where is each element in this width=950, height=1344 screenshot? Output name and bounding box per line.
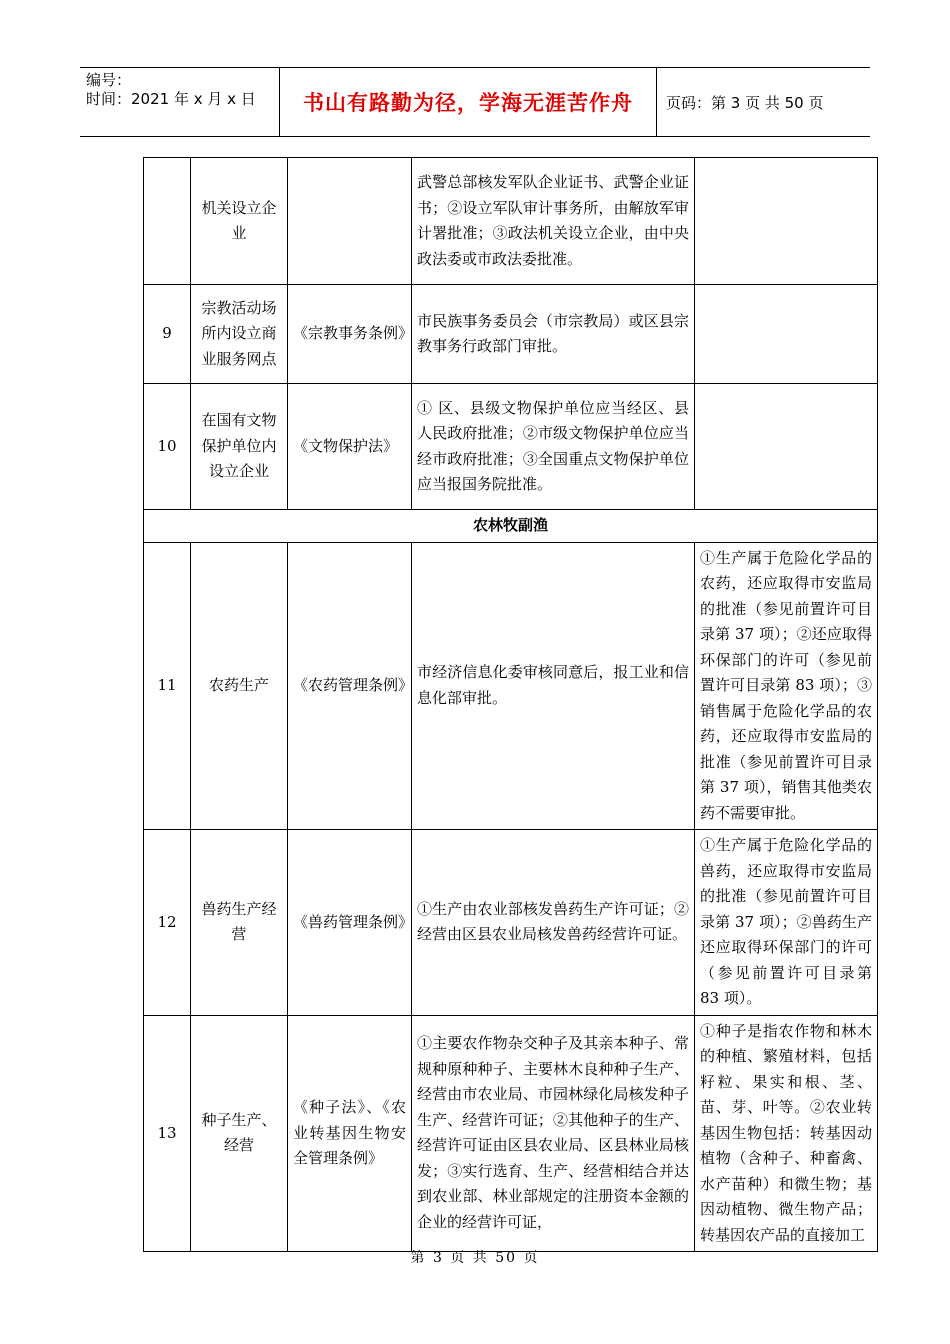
row-law: 《文物保护法》 [288, 384, 412, 510]
table-row [144, 158, 878, 285]
row-law: 《种子法》、《农业转基因生物安全管理条例》 [288, 1015, 412, 1252]
row-approval-dept: 武警总部核发军队企业证书、武警企业证书；②设立军队审计事务所，由解放军审计署批准；③政法机关设立企业，由中央政法委或市政法委批准。 [412, 158, 695, 285]
page-header [80, 67, 870, 137]
table-row [144, 830, 878, 1016]
row-approval-dept: ①主要农作物杂交种子及其亲本种子、常规种原种种子、主要林木良种种子生产、经营由市农业局、市园林绿化局核发种子生产、经营许可证；②其他种子的生产、经营许可证由区县农业局、区县林业局核发；③实行选育、生产、经营相结合并达到农业部、林业部规定的注册资本金额的企业的经营许可证， [412, 1015, 695, 1252]
approval-table [143, 157, 878, 1252]
row-law: 《农药管理条例》 [288, 542, 412, 830]
section-title: 农林牧副渔 [144, 510, 878, 543]
row-law: 《兽药管理条例》 [288, 830, 412, 1016]
table-row [144, 542, 878, 830]
row-item-name: 农药生产 [191, 542, 288, 830]
page-footer: 第 3 页 共 50 页 [410, 1250, 540, 1266]
row-note: ①生产属于危险化学品的农药，还应取得市安监局的批准（参见前置许可目录第 37 项）；②还应取得环保部门的许可（参见前置许可目录第 83 项）；③销售属于危险化学品的农药，还应取得市安监局的批准（参见前置许可目录第 37 项），销售其他类农药不需要审批。 [695, 542, 878, 830]
row-approval-dept: ① 区、县级文物保护单位应当经区、县人民政府批准；②市级文物保护单位应当经市政府批准；③全国重点文物保护单位应当报国务院批准。 [412, 384, 695, 510]
table-row [144, 1015, 878, 1252]
row-law [288, 158, 412, 285]
row-note [695, 285, 878, 384]
section-header-row [144, 510, 878, 543]
row-number: 13 [144, 1015, 191, 1252]
row-approval-dept: 市民族事务委员会（市宗教局）或区县宗教事务行政部门审批。 [412, 285, 695, 384]
document-time-label: 时间：2021 年 x 月 x 日 [86, 90, 256, 108]
header-motto: 书山有路勤为径，学海无涯苦作舟 [280, 68, 657, 136]
row-approval-dept: ①生产由农业部核发兽药生产许可证；②经营由区县农业局核发兽药经营许可证。 [412, 830, 695, 1016]
table-row [144, 285, 878, 384]
row-approval-dept: 市经济信息化委审核同意后，报工业和信息化部审批。 [412, 542, 695, 830]
table-row [144, 384, 878, 510]
row-note: ①种子是指农作物和林木的种植、繁殖材料，包括籽粒、果实和根、茎、苗、芽、叶等。②农业转基因生物包括：转基因动植物（含种子、种畜禽、水产苗种）和微生物；基因动植物、微生物产品；转基因农产品的直接加工 [695, 1015, 878, 1252]
row-number: 12 [144, 830, 191, 1016]
row-item-name: 种子生产、经营 [191, 1015, 288, 1252]
document-code-label: 编号： [86, 71, 132, 89]
row-law: 《宗教事务条例》 [288, 285, 412, 384]
row-number: 11 [144, 542, 191, 830]
row-note: ①生产属于危险化学品的兽药，还应取得市安监局的批准（参见前置许可目录第 37 项）；②兽药生产还应取得环保部门的许可（参见前置许可目录第 83 项）。 [695, 830, 878, 1016]
header-page-info: 页码：第 3 页 共 50 页 [666, 93, 824, 112]
row-item-name: 兽药生产经营 [191, 830, 288, 1016]
row-number: 10 [144, 384, 191, 510]
row-number [144, 158, 191, 285]
row-item-name: 宗教活动场所内设立商业服务网点 [191, 285, 288, 384]
header-meta [80, 68, 280, 136]
row-note [695, 158, 878, 285]
row-note [695, 384, 878, 510]
row-item-name: 机关设立企业 [191, 158, 288, 285]
row-number: 9 [144, 285, 191, 384]
row-item-name: 在国有文物保护单位内设立企业 [191, 384, 288, 510]
